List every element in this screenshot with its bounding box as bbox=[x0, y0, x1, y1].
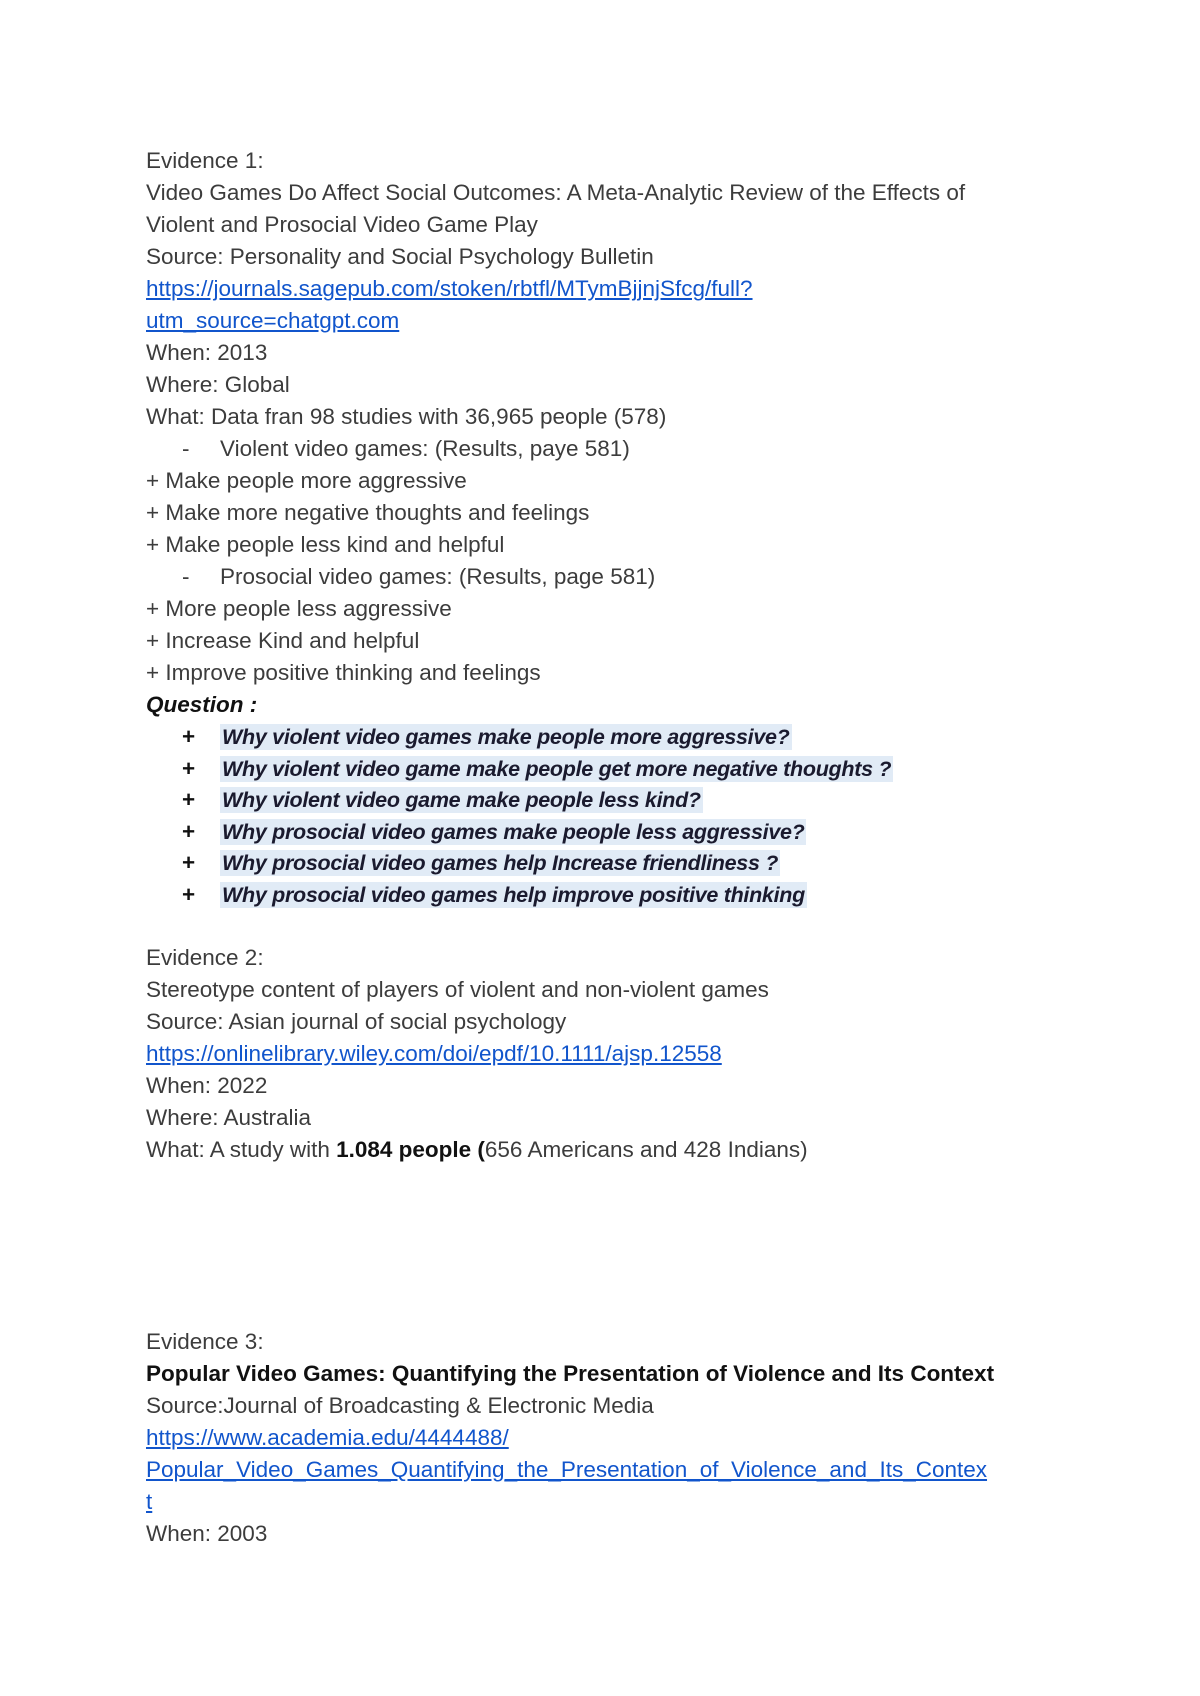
evidence-3-source: Source:Journal of Broadcasting & Electronic Media bbox=[146, 1393, 654, 1418]
evidence-2-title: Stereotype content of players of violent and non-violent games bbox=[146, 977, 769, 1002]
spacer bbox=[146, 910, 1066, 942]
spacer bbox=[146, 1166, 1066, 1326]
question-text: Why prosocial video games help Increase friendliness ? bbox=[222, 851, 779, 875]
dash-marker: - bbox=[182, 436, 190, 461]
evidence-2-when: When: 2022 bbox=[146, 1073, 268, 1098]
prosocial-item: + Increase Kind and helpful bbox=[146, 628, 420, 653]
question-text: Why violent video games make people more aggressive? bbox=[222, 725, 790, 749]
question-item bbox=[146, 721, 1066, 753]
question-text: Why violent video game make people get more negative thoughts ? bbox=[222, 756, 892, 781]
evidence-1-what: What: Data fran 98 studies with 36,965 people (578) bbox=[146, 404, 667, 429]
question-label: Question : bbox=[146, 692, 258, 717]
what-bold: 1.084 people ( bbox=[336, 1137, 485, 1162]
evidence-1-link-line-1[interactable]: https://journals.sagepub.com/stoken/rbtfl/MTymBjjnjSfcg/full? bbox=[146, 276, 753, 301]
prosocial-heading-item bbox=[146, 561, 1066, 593]
evidence-2-link[interactable]: https://onlinelibrary.wiley.com/doi/epdf/10.1111/ajsp.12558 bbox=[146, 1041, 722, 1066]
question-item bbox=[146, 753, 1066, 785]
what-suffix: 656 Americans and 428 Indians) bbox=[484, 1137, 808, 1162]
question-text: Why violent video game make people less kind? bbox=[222, 788, 701, 812]
evidence-3-link-line-3[interactable]: t bbox=[146, 1489, 153, 1514]
violent-heading-item bbox=[146, 433, 1066, 465]
evidence-1-source: Source: Personality and Social Psychology Bulletin bbox=[146, 244, 654, 269]
what-prefix: What: A study with bbox=[146, 1137, 337, 1162]
plus-marker: + bbox=[182, 724, 196, 749]
evidence-2-what bbox=[146, 1134, 1066, 1166]
question-item bbox=[146, 879, 1066, 911]
question-text: Why prosocial video games help improve positive thinking bbox=[222, 882, 805, 907]
evidence-2-where: Where: Australia bbox=[146, 1105, 312, 1130]
evidence-2-heading: Evidence 2: bbox=[146, 945, 264, 970]
question-text: Why prosocial video games make people less aggressive? bbox=[222, 819, 805, 844]
evidence-1-title-line-1: Video Games Do Affect Social Outcomes: A Meta-Analytic Review of the Effects of bbox=[146, 180, 966, 205]
plus-marker: + bbox=[182, 755, 196, 781]
evidence-1-title-line-2: Violent and Prosocial Video Game Play bbox=[146, 212, 538, 237]
plus-marker: + bbox=[182, 818, 196, 844]
plus-marker: + bbox=[182, 850, 196, 875]
evidence-3-link-line-1[interactable]: https://www.academia.edu/4444488/ bbox=[146, 1425, 509, 1450]
prosocial-item: + Improve positive thinking and feelings bbox=[146, 660, 541, 685]
prosocial-heading: Prosocial video games: (Results, page 581) bbox=[220, 564, 656, 589]
evidence-3-title: Popular Video Games: Quantifying the Presentation of Violence and Its Context bbox=[146, 1361, 995, 1386]
evidence-1-link-line-2[interactable]: utm_source=chatgpt.com bbox=[146, 308, 400, 333]
violent-heading: Violent video games: (Results, paye 581) bbox=[220, 436, 630, 461]
plus-marker: + bbox=[182, 787, 196, 812]
evidence-1-where: Where: Global bbox=[146, 372, 290, 397]
document-page bbox=[146, 145, 1066, 1550]
evidence-2-source: Source: Asian journal of social psychology bbox=[146, 1009, 567, 1034]
evidence-3-when: When: 2003 bbox=[146, 1521, 268, 1546]
prosocial-item: + More people less aggressive bbox=[146, 596, 452, 621]
plus-marker: + bbox=[182, 881, 196, 907]
evidence-3-heading: Evidence 3: bbox=[146, 1329, 264, 1354]
evidence-1-heading: Evidence 1: bbox=[146, 148, 264, 173]
question-item bbox=[146, 847, 1066, 879]
violent-item: + Make people more aggressive bbox=[146, 468, 467, 493]
evidence-3-link-line-2[interactable]: Popular_Video_Games_Quantifying_the_Presentation_of_Violence_and_Its_Contex bbox=[146, 1457, 988, 1482]
dash-marker: - bbox=[182, 564, 190, 589]
violent-item: + Make people less kind and helpful bbox=[146, 532, 505, 557]
question-item bbox=[146, 784, 1066, 816]
evidence-1-when: When: 2013 bbox=[146, 340, 268, 365]
violent-item: + Make more negative thoughts and feelings bbox=[146, 500, 590, 525]
question-item bbox=[146, 816, 1066, 848]
